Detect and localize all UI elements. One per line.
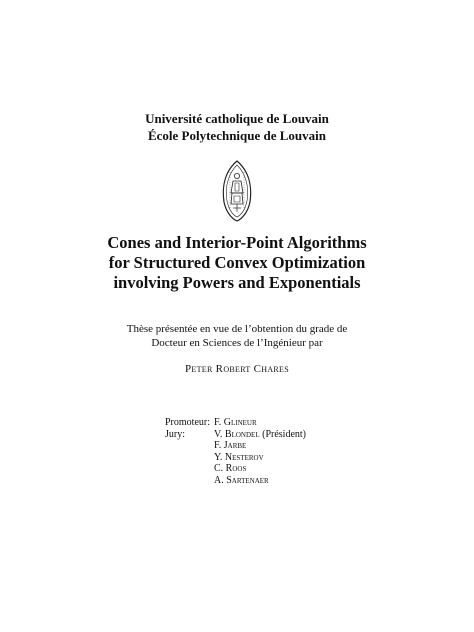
school-name: École Polytechnique de Louvain [147,128,327,143]
author-name: Peter Robert Chares [185,363,289,375]
university-name: Université catholique de Louvain [145,111,329,126]
thesis-title-line-1: Cones and Interior-Point Algorithms [107,233,367,252]
jury-member-name: C. Roos [214,463,247,474]
jury-member-role: (Président) [259,428,306,440]
promoteur-label: Promoteur: [165,417,210,428]
promoteur-name: F. Glineur [214,417,257,428]
jury-row [165,463,306,475]
university-header [0,110,474,144]
university-seal-icon [221,160,253,222]
jury-member-name: F. Jarbe [214,440,247,451]
jury-member-name: A. Sartenaer [214,474,269,486]
thesis-statement [0,322,474,350]
jury-row [165,440,306,452]
jury-member-name: V. Blondel [214,428,260,440]
jury-member [214,429,306,441]
jury-label: Jury: [165,428,185,440]
promoteur-row [165,417,306,429]
thesis-statement-line-1: Thèse présentée en vue de l’obtention du grade de [126,323,348,335]
jury-member-name: Y. Nesterov [214,451,264,463]
jury-row [165,452,306,464]
jury-row [165,429,306,441]
jury-row [165,475,306,487]
thesis-statement-line-2: Docteur en Sciences de l’Ingénieur par [151,337,323,349]
thesis-title-line-3: involving Powers and Exponentials [113,273,361,292]
thesis-title [0,233,474,293]
committee-list [165,417,306,486]
thesis-title-line-2: for Structured Convex Optimization [108,253,366,272]
